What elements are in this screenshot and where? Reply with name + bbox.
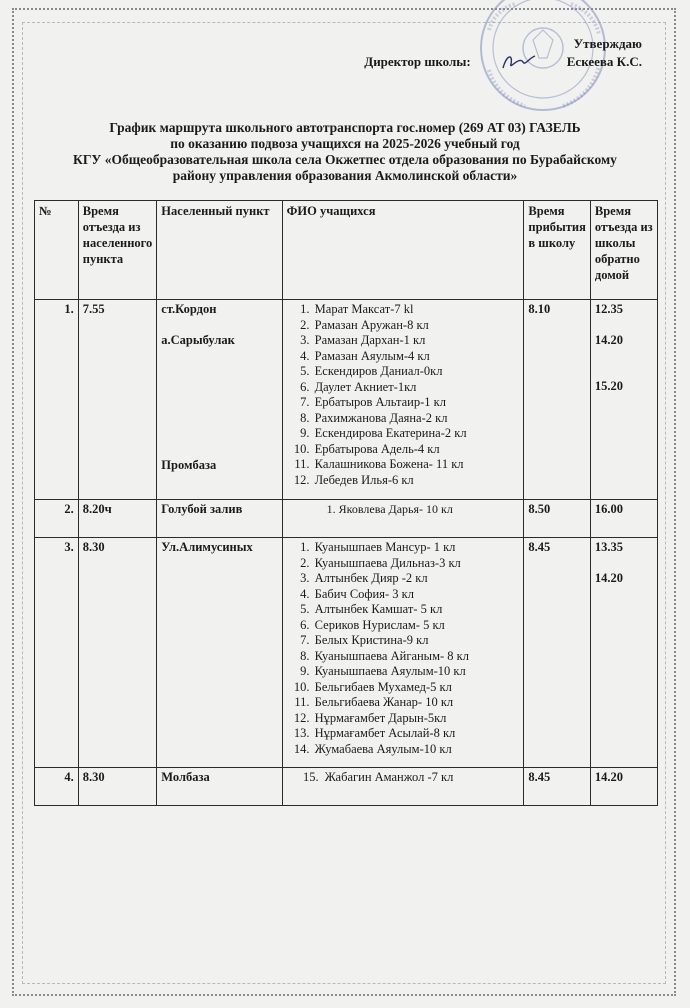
approval-block: [364, 36, 642, 72]
return-time: 13.35: [594, 540, 624, 554]
return-time: 15.20: [594, 379, 624, 393]
place-name: Молбаза: [157, 768, 282, 806]
return-time: 14.20: [590, 768, 657, 806]
student-name: 2. Рамазан Аружан-8 кл: [313, 318, 520, 334]
row-depart: 8.30: [78, 538, 157, 768]
table-row: [35, 300, 658, 500]
title-line-1: График маршрута школьного автотранспорта гос.номер (269 AT 03) ГАЗЕЛЬ: [109, 120, 581, 135]
table-header-row: [35, 201, 658, 300]
header-return: Время отъезда из школы обратно домой: [590, 201, 657, 300]
approve-label: Утверждаю: [573, 36, 642, 51]
row-depart: 8.20ч: [78, 500, 157, 538]
director-label: Директор школы:: [364, 54, 471, 69]
student-name: 10. Бельгибаев Мухамед-5 кл: [313, 680, 520, 696]
student-name: 1. Марат Максат-7 kl: [313, 302, 520, 318]
signature: [499, 52, 539, 72]
student-name: 10. Ербатырова Адель-4 кл: [313, 442, 520, 458]
student-name: 7. Белых Кристина-9 кл: [313, 633, 520, 649]
student-name: 1. Куанышпаев Мансур- 1 кл: [313, 540, 520, 556]
schedule-table: [34, 200, 658, 806]
row-num: 2.: [35, 500, 79, 538]
student-number: 15.: [303, 770, 319, 784]
row-returns: [590, 300, 657, 500]
place-name: Голубой залив: [157, 500, 282, 538]
return-time: 14.20: [594, 570, 624, 585]
place-name: ст.Кордон: [161, 302, 217, 316]
student-name: 6. Даулет Акниет-1кл: [313, 380, 520, 396]
student-name: 6. Сериков Нурислам- 5 кл: [313, 618, 520, 634]
row-depart: 7.55: [78, 300, 157, 500]
row-num: 1.: [35, 300, 79, 500]
title-line-4: району управления образования Акмолинской области»: [172, 168, 518, 183]
row-num: 4.: [35, 768, 79, 806]
student-name: 7. Ербатыров Альтаир-1 кл: [313, 395, 520, 411]
return-time: 12.35: [594, 302, 624, 316]
row-students: [282, 300, 524, 500]
header-arrive: Время прибытия в школу: [524, 201, 590, 300]
student-name: 11. Бельгибаева Жанар- 10 кл: [313, 695, 520, 711]
row-depart: 8.30: [78, 768, 157, 806]
document-title: [40, 120, 650, 184]
return-time: 14.20: [594, 332, 624, 347]
row-places: [157, 300, 282, 500]
student-name: 3. Алтынбек Дияр -2 кл: [313, 571, 520, 587]
student-name: 14. Жумабаева Аяулым-10 кл: [313, 742, 520, 758]
student-name: 9. Ескендирова Екатерина-2 кл: [313, 426, 520, 442]
header-depart: Время отъезда из населенного пункта: [78, 201, 157, 300]
place-name: Промбаза: [161, 458, 217, 472]
return-time: 16.00: [590, 500, 657, 538]
place-name: а.Сарыбулак: [161, 332, 235, 347]
student-name: 12. Лебедев Илья-6 кл: [313, 473, 520, 489]
table-row: [35, 768, 658, 806]
header-students: ФИО учащихся: [282, 201, 524, 300]
row-arrive: 8.45: [524, 768, 590, 806]
student-name: 2. Куанышпаева Дильназ-3 кл: [313, 556, 520, 572]
student-name: 13. Нұрмағамбет Асылай-8 кл: [313, 726, 520, 742]
student-name: 9. Куанышпаева Аяулым-10 кл: [313, 664, 520, 680]
row-num: 3.: [35, 538, 79, 768]
row-arrive: 8.10: [524, 300, 590, 500]
student-name: 5. Ескендиров Даниал-0кл: [313, 364, 520, 380]
student-name: 3. Рамазан Дархан-1 кл: [313, 333, 520, 349]
title-line-3: КГУ «Общеобразовательная школа села Окжетпес отдела образования по Бурабайскому: [73, 152, 617, 167]
table-row: [35, 538, 658, 768]
student-name: 4. Рамазан Аяулым-4 кл: [313, 349, 520, 365]
student-name: 11. Калашникова Божена- 11 кл: [313, 457, 520, 473]
student-name: 8. Рахимжанова Даяна-2 кл: [313, 411, 520, 427]
header-num: №: [35, 201, 79, 300]
student-name: 12. Нұрмағамбет Дарын-5кл: [313, 711, 520, 727]
student-name: 1. Яковлева Дарья- 10 кл: [282, 500, 524, 538]
table-row: [35, 500, 658, 538]
director-name: Ескеева К.С.: [566, 54, 642, 69]
row-students: [282, 538, 524, 768]
student-name: 4. Бабич София- 3 кл: [313, 587, 520, 603]
row-students: [282, 768, 524, 806]
student-name: 8. Куанышпаева Айганым- 8 кл: [313, 649, 520, 665]
student-name: Жабагин Аманжол -7 кл: [324, 770, 454, 784]
row-arrive: 8.50: [524, 500, 590, 538]
student-name: 5. Алтынбек Камшат- 5 кл: [313, 602, 520, 618]
place-name: Ул.Алимусиных: [157, 538, 282, 768]
title-line-2: по оказанию подвоза учащихся на 2025-2026 учебный год: [170, 136, 520, 151]
header-place: Населенный пункт: [157, 201, 282, 300]
row-returns: [590, 538, 657, 768]
row-arrive: 8.45: [524, 538, 590, 768]
